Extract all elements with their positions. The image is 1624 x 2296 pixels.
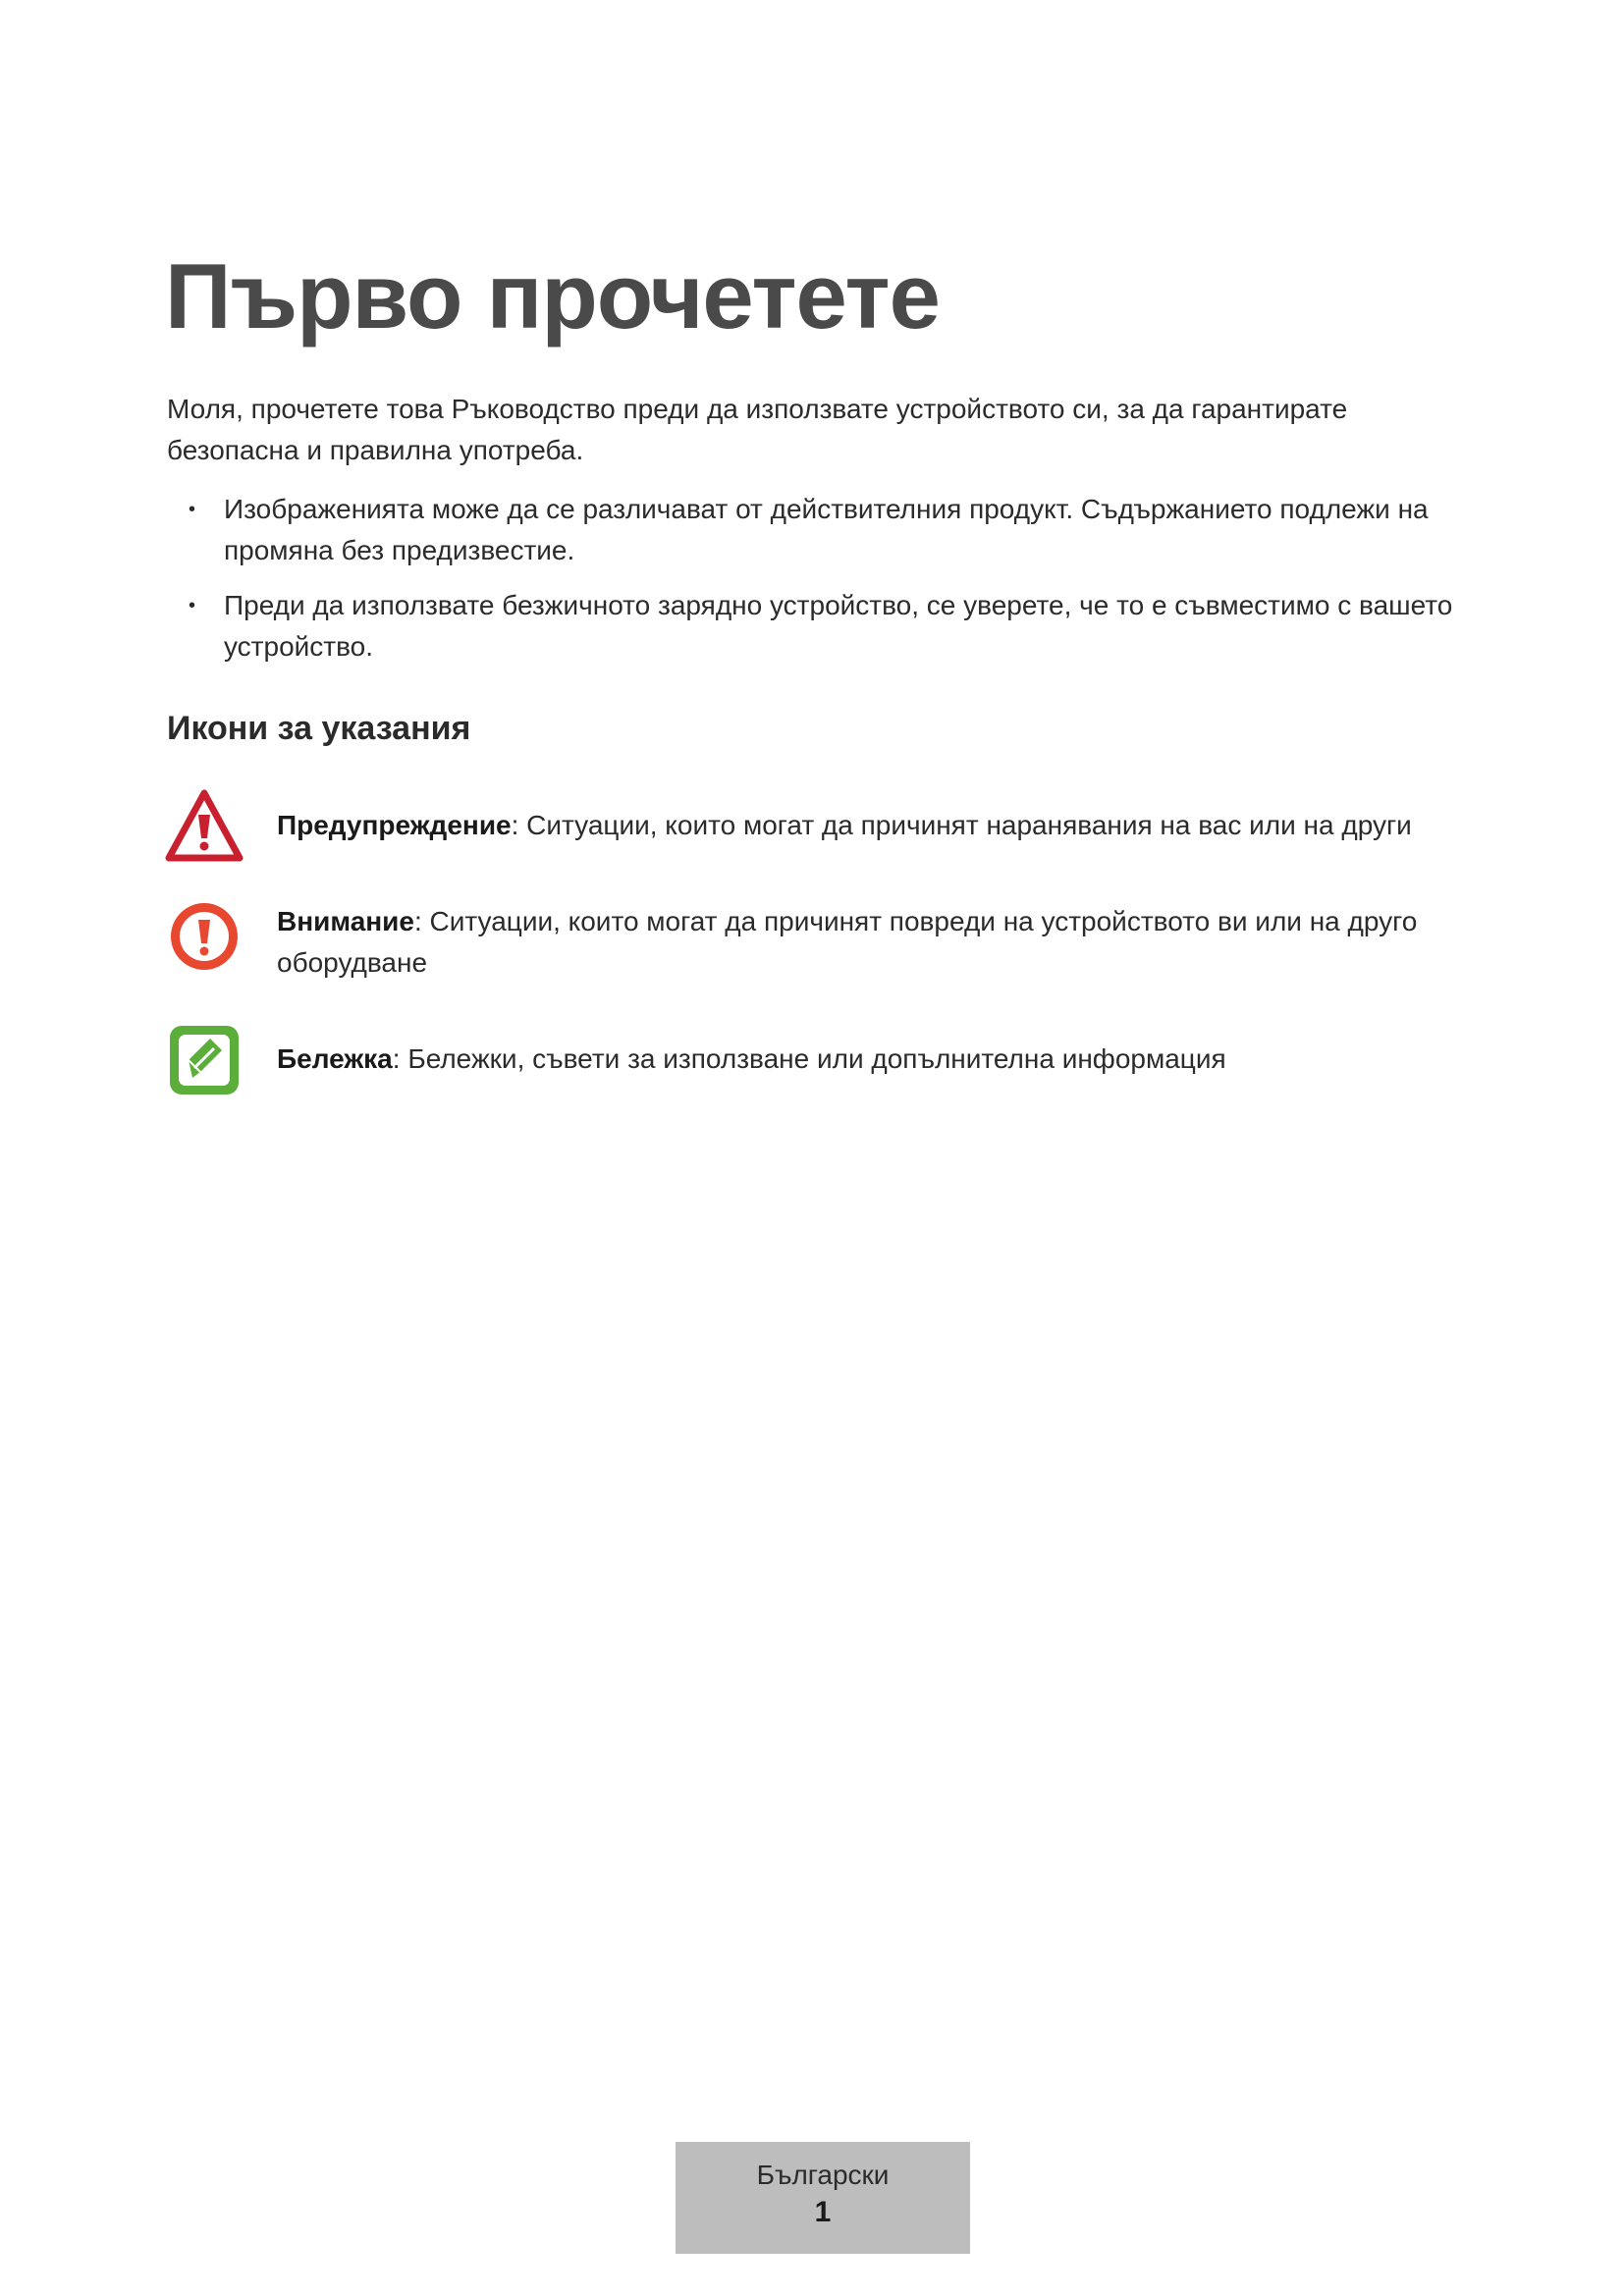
note-description [277, 1021, 1455, 1080]
label-separator: : [511, 810, 527, 840]
caution-text: Ситуации, които могат да причинят повреди на устройството ви или на друго оборудване [277, 906, 1418, 978]
page-footer [676, 2142, 970, 2254]
label-separator: : [413, 906, 430, 936]
bullet-text: Преди да използвате безжичното зарядно устройство, се уверете, че то е съвместимо с вашето устройство. [224, 590, 1453, 662]
warning-triangle-icon [165, 787, 244, 866]
footer-language: Български [756, 2160, 890, 2190]
page-number: 1 [814, 2196, 832, 2228]
caution-circle-icon [165, 897, 244, 976]
section-heading: Икони за указания [167, 710, 471, 747]
warning-text: Ситуации, които могат да причинят наранявания на вас или на други [526, 810, 1412, 840]
warning-row [165, 787, 1481, 866]
warning-description [277, 787, 1455, 846]
warning-label: Предупреждение [277, 810, 512, 840]
bullet-dot-icon: • [189, 595, 196, 616]
caution-row [165, 897, 1481, 984]
label-separator: : [392, 1043, 408, 1074]
intro-paragraph: Моля, прочетете това Ръководство преди да използвате устройството си, за да гарантирате безопасна и правилна употреба. [167, 394, 1348, 465]
caution-label: Внимание [277, 906, 414, 936]
note-text: Бележки, съвети за използване или допълнителна информация [407, 1043, 1226, 1074]
caution-description [277, 897, 1455, 984]
bullet-item [167, 585, 1483, 667]
bullet-item [167, 489, 1483, 571]
bullet-dot-icon: • [189, 499, 196, 520]
bullet-text: Изображенията може да се различават от действителния продукт. Съдържанието подлежи на промяна без предизвестие. [224, 494, 1429, 565]
page-title: Първо прочетете [165, 244, 940, 347]
note-pencil-icon [165, 1021, 244, 1099]
note-label: Бележка [277, 1043, 393, 1074]
bullet-list [167, 489, 1483, 681]
note-row [165, 1021, 1481, 1099]
